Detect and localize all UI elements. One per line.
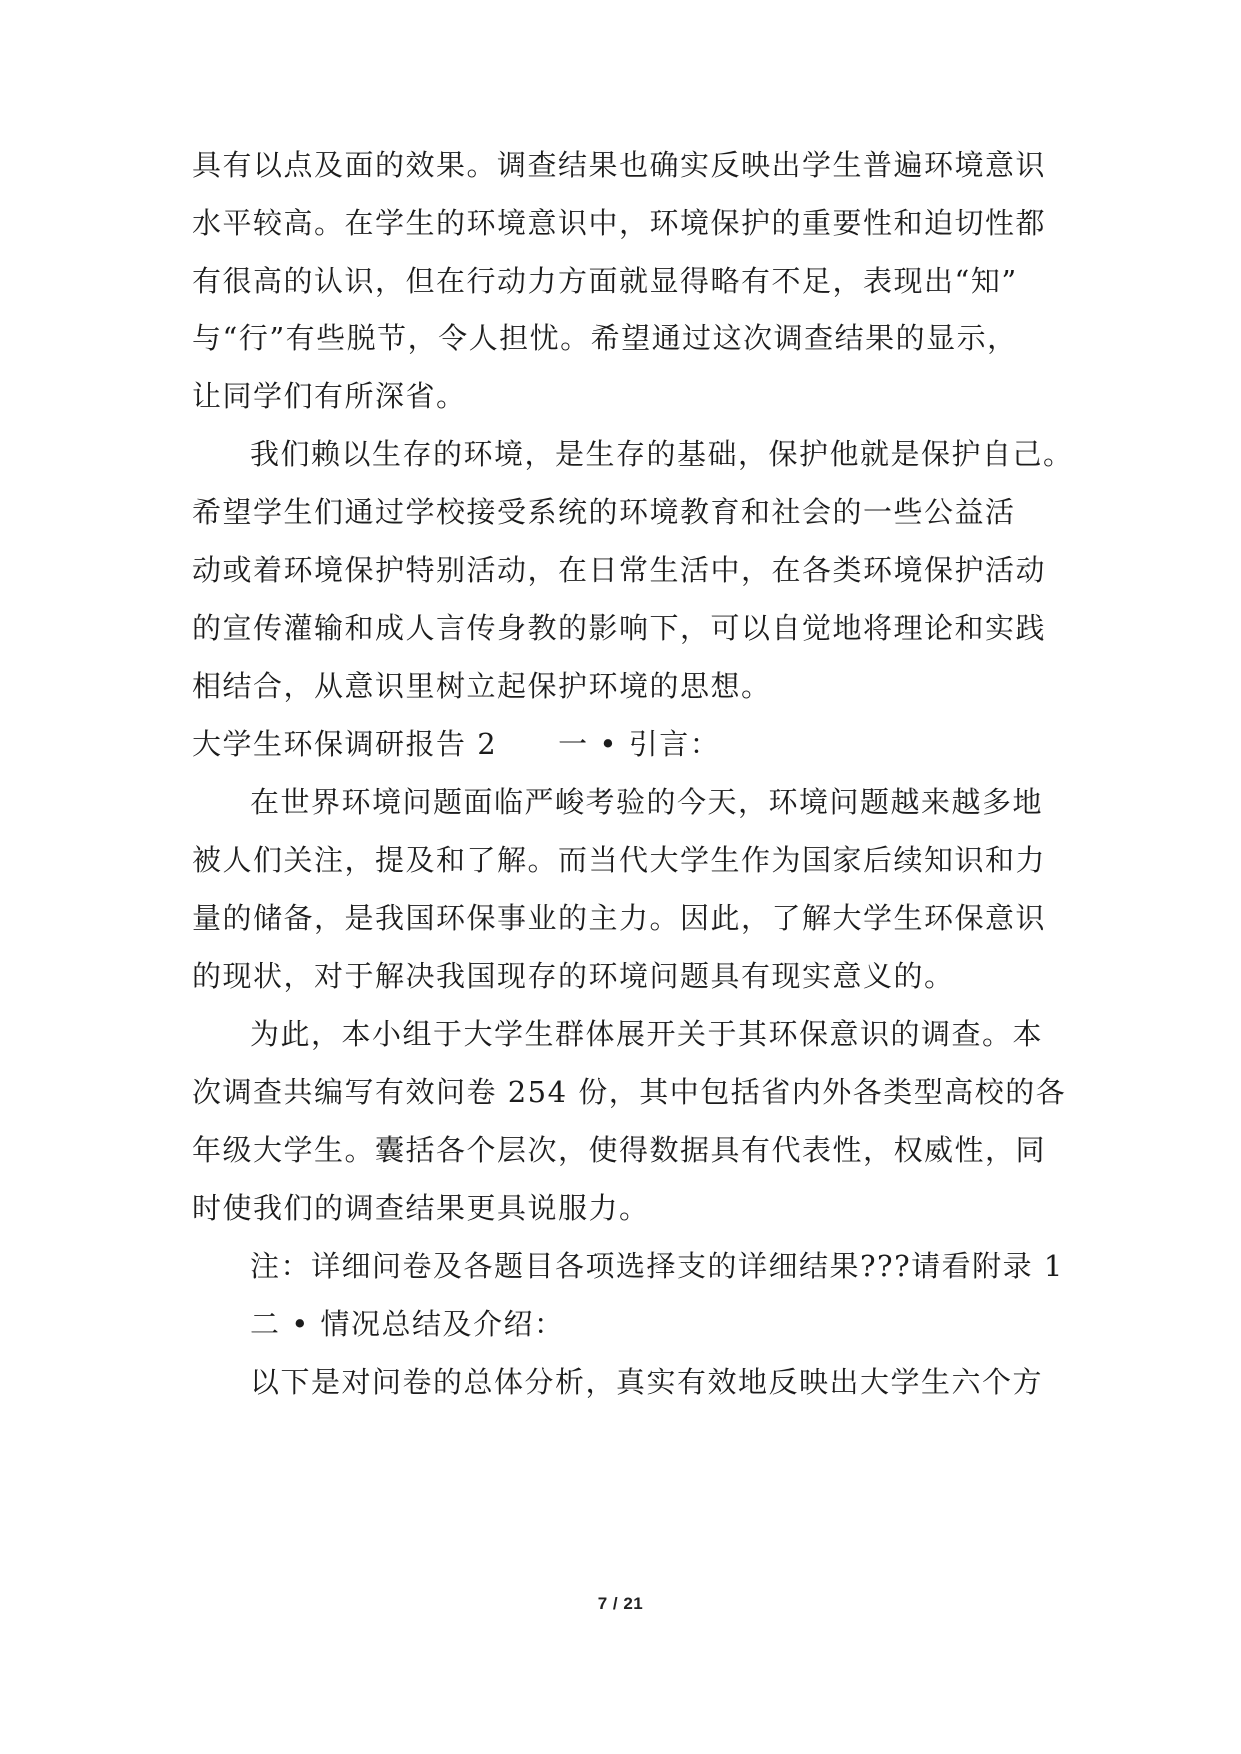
text-line: 有很高的认识，但在行动力方面就显得略有不足，表现出“知”	[192, 264, 1018, 298]
section-heading: 大学生环保调研报告 2 一 • 引言：	[192, 727, 721, 761]
note-line: 注：详细问卷及各题目各项选择支的详细结果???请看附录 1	[250, 1249, 1064, 1283]
paragraph-start-line: 为此，本小组于大学生群体展开关于其环保意识的调查。本	[250, 1017, 1044, 1051]
paragraph-start-line: 在世界环境问题面临严峻考验的今天，环境问题越来越多地	[250, 785, 1044, 819]
paragraph-start-line: 以下是对问卷的总体分析，真实有效地反映出大学生六个方	[250, 1365, 1044, 1399]
text-line: 让同学们有所深省。	[192, 379, 467, 413]
text-line: 希望学生们通过学校接受系统的环境教育和社会的一些公益活	[192, 495, 1016, 529]
text-line: 具有以点及面的效果。调查结果也确实反映出学生普遍环境意识	[192, 148, 1047, 182]
text-line: 量的储备，是我国环保事业的主力。因此，了解大学生环保意识	[192, 901, 1047, 935]
text-line: 与“行”有些脱节，令人担忧。希望通过这次调查结果的显示，	[192, 321, 1018, 355]
text-line: 次调查共编写有效问卷 254 份，其中包括省内外各类型高校的各	[192, 1075, 1067, 1109]
text-line: 被人们关注，提及和了解。而当代大学生作为国家后续知识和力	[192, 843, 1047, 877]
text-line: 的宣传灌输和成人言传身教的影响下，可以自觉地将理论和实践	[192, 611, 1047, 645]
text-line: 动或着环境保护特别活动，在日常生活中，在各类环境保护活动	[192, 553, 1047, 587]
text-line: 年级大学生。囊括各个层次，使得数据具有代表性，权威性，同	[192, 1133, 1047, 1167]
text-line: 时使我们的调查结果更具说服力。	[192, 1191, 650, 1225]
text-line: 水平较高。在学生的环境意识中，环境保护的重要性和迫切性都	[192, 206, 1047, 240]
page-number: 7 / 21	[597, 1594, 644, 1613]
section-heading: 二 • 情况总结及介绍：	[250, 1307, 565, 1341]
paragraph-start-line: 我们赖以生存的环境，是生存的基础，保护他就是保护自己。	[250, 437, 1074, 471]
text-line: 的现状，对于解决我国现存的环境问题具有现实意义的。	[192, 959, 955, 993]
text-line: 相结合，从意识里树立起保护环境的思想。	[192, 669, 772, 703]
